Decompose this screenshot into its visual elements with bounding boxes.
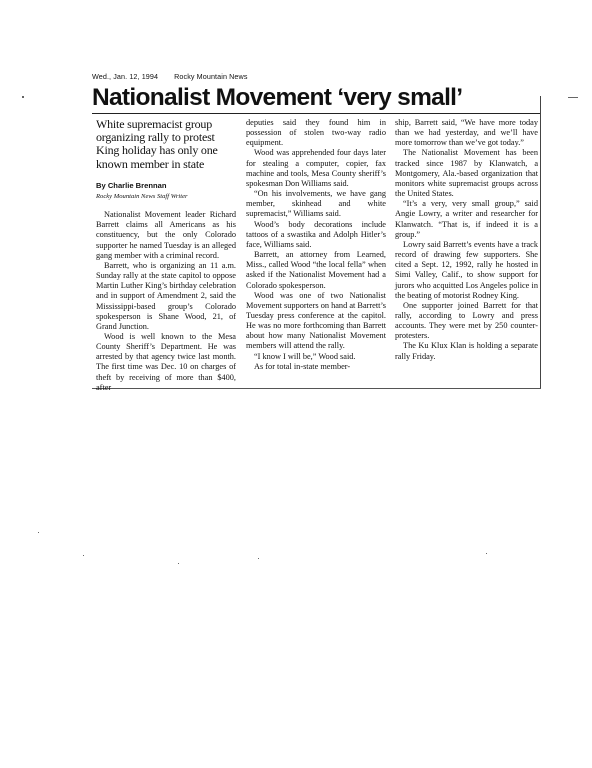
article-column-2 (246, 118, 386, 372)
article-column-1 (96, 118, 236, 393)
paragraph: Barrett, who is organizing an 11 a.m. Sunday rally at the state capitol to oppose Martin Luther King’s birthday celebration and in support of Amendment 2, said the Mississippi-based group’s Colorado spokesperson is Shane Wood, 21, of Grand Junction. (96, 260, 236, 331)
paragraph: Barrett, an attorney from Learned, Miss., called Wood “the local fella” when asked if the Nationalist Movement had a Colorado spokesperson. (246, 250, 386, 290)
paragraph: As for total in-state member- (254, 361, 351, 371)
column-border-right (540, 96, 541, 388)
paragraph: Wood’s body decorations include tattoos of a swastika and Adolph Hitler’s face, Williams said. (246, 219, 386, 249)
paragraph: Wood was one of two Nationalist Movement supporters on hand at Barrett’s Tuesday press conference at the capitol. He was no more forthcoming than Barrett about how many Nationalist Movement members will attend the rally. (246, 290, 386, 351)
scan-speck (486, 553, 487, 554)
article-column-3 (395, 118, 538, 362)
scan-speck (178, 563, 179, 564)
scan-speck (38, 532, 39, 533)
scan-speck (83, 555, 84, 556)
paragraph: “It’s a very, very small group,” said Angie Lowry, a writer and researcher for Klanwatch. “That is, if indeed it is a group.” (395, 199, 538, 239)
paragraph: Nationalist Movement leader Richard Barrett claims all Americans as his constituency, but the only Colorado supporter he named Tuesday is an alleged gang member with a criminal record. (96, 210, 236, 260)
scan-speck (258, 558, 259, 559)
scan-speck (568, 97, 578, 98)
paragraph: One supporter joined Barrett for that rally, according to Lowry and press accounts. They were met by 250 counter-protesters. (395, 300, 538, 341)
scan-speck (22, 96, 24, 98)
dateline-date: Wed., Jan. 12, 1994 (92, 72, 159, 81)
dateline (92, 72, 512, 81)
paragraph: “I know I will be,” Wood said. (254, 351, 356, 361)
paragraph: The Nationalist Movement has been tracked since 1987 by Klanwatch, a Montgomery, Ala.-based organization that monitors white supremacist groups across the United States. (395, 148, 538, 199)
paragraph: The Ku Klux Klan is holding a separate rally Friday. (395, 341, 538, 361)
staff-writer-credit: Rocky Mountain News Staff Writer (96, 192, 188, 200)
headline-rule (92, 113, 541, 114)
paragraph: Wood is well known to the Mesa County Sheriff’s Department. He was arrested by that agency twice last month. The first time was Dec. 10 on charges of theft by receiving of more than $400, after (96, 332, 236, 392)
paragraph: Wood was apprehended four days later for stealing a computer, copier, fax machine and tools, Mesa County sheriff’s spokesman Don Williams said. (246, 148, 386, 188)
headline: Nationalist Movement ‘very small’ (92, 84, 463, 111)
byline: By Charlie Brennan (96, 180, 167, 190)
paragraph: “On his involvements, we have gang member, skinhead and white supremacist,” Williams said. (246, 189, 386, 219)
dateline-publication: Rocky Mountain News (174, 72, 248, 81)
paragraph: ship, Barrett said, “We have more today than we had yesterday, and we’ll have more tomorrow than we’ve got today.” (395, 118, 538, 148)
paragraph: deputies said they found him in possession of stolen two-way radio equipment. (246, 118, 386, 148)
deck-subheadline: White supremacist group organizing rally to protest King holiday has only one known member in state (96, 117, 218, 171)
paragraph: Lowry said Barrett’s events have a track record of drawing few supporters. She cited a Sept. 12, 1992, rally he hosted in Simi Valley, Calif., to show support for jurors who acquitted Los Angeles police in the beating of motorist Rodney King. (395, 239, 538, 300)
